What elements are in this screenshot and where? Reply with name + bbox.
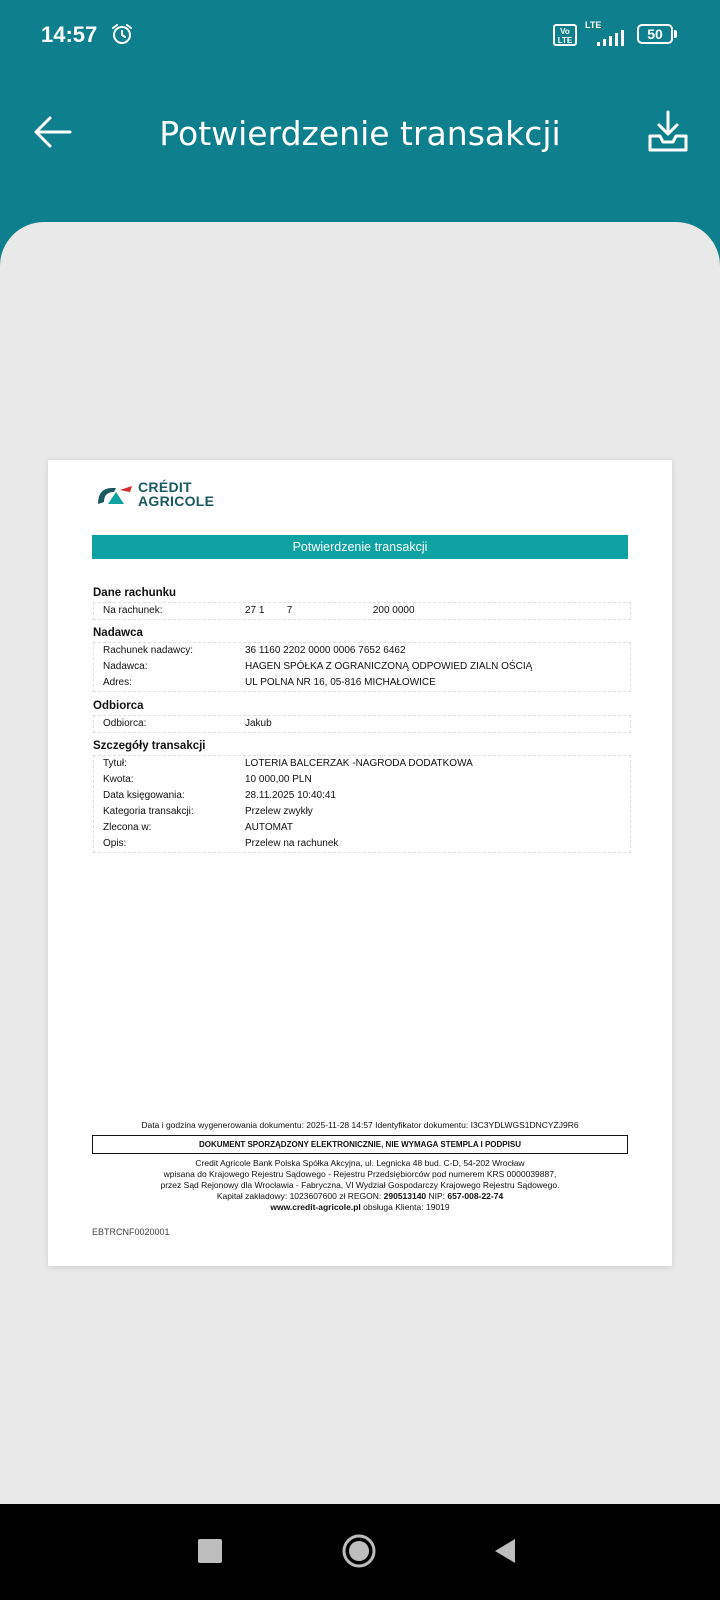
section-title: Odbiorca [93, 700, 144, 712]
table-row [94, 820, 630, 836]
row-value: 10 000,00 PLN [245, 774, 312, 785]
battery-level: 50 [637, 24, 673, 44]
row-value: LOTERIA BALCERZAK -NAGRODA DODATKOWA [245, 758, 473, 769]
table-row [94, 659, 630, 675]
table-row [94, 772, 630, 788]
section-title: Nadawca [93, 627, 143, 639]
footer-line: przez Sąd Rejonowy dla Wrocławia - Fabryczna, VI Wydział Gospodarczy Krajowego Rejestru Sądowego. [160, 1180, 560, 1190]
section-rows [93, 755, 631, 853]
battery-tip [674, 30, 677, 38]
footer-support: obsługa Klienta: 19019 [360, 1202, 450, 1212]
logo-text [138, 480, 214, 508]
footer-capital-label: Kapitał zakładowy: 1023607600 zł REGON: [216, 1191, 384, 1201]
network-label: LTE [585, 20, 602, 30]
table-row [94, 643, 630, 659]
row-key: Nadawca: [103, 661, 148, 672]
table-row [94, 675, 630, 691]
signal-icon [585, 20, 625, 48]
footer-regon: 290513140 [383, 1191, 427, 1201]
row-value: HAGEN SPÓŁKA Z OGRANICZONĄ ODPOWIED ZIALN OŚCIĄ [245, 661, 533, 672]
volte-label: Vo LTE [557, 27, 573, 45]
download-tray-icon[interactable] [646, 108, 690, 154]
section-title: Dane rachunku [93, 587, 177, 599]
row-key: Kategoria transakcji: [103, 806, 194, 817]
footer-website: www.credit-agricole.pl [270, 1202, 361, 1212]
row-key: Adres: [103, 677, 132, 688]
row-key: Data księgowania: [103, 790, 185, 801]
row-key: Na rachunek: [103, 605, 163, 616]
electronic-document-notice: DOKUMENT SPORZĄDZONY ELEKTRONICZNIE, NIE WYMAGA STEMPLA I PODPISU [92, 1135, 628, 1154]
row-key: Tytuł: [103, 758, 127, 769]
signal-bars-icon [597, 30, 625, 46]
app-bar [0, 100, 720, 164]
footer-line: Credit Agricole Bank Polska Spółka Akcyjna, ul. Legnicka 48 bud. C-D, 54-202 Wrocław [195, 1158, 525, 1168]
table-row [94, 804, 630, 820]
logo-line-1: CRÉDIT [138, 479, 192, 495]
row-value: 28.11.2025 10:40:41 [245, 790, 337, 801]
row-value: AUTOMAT [245, 822, 293, 833]
volte-icon [553, 24, 577, 46]
footer-capital-line [48, 1191, 672, 1202]
row-key: Zlecona w: [103, 822, 152, 833]
row-value: Przelew zwykły [245, 806, 313, 817]
section-rows [93, 602, 631, 620]
footer-nip: 657-008-22-74 [447, 1191, 504, 1201]
page-title: Potwierdzenie transakcji [159, 114, 561, 153]
status-time: 14:57 [41, 22, 98, 47]
row-value: UL POLNA NR 16, 05-816 MICHAŁOWICE [245, 677, 436, 688]
document-banner: Potwierdzenie transakcji [92, 535, 628, 559]
footer-line: wpisana do Krajowego Rejestru Sądowego - Rejestru Przedsiębiorców pod numerem KRS 0000039887, [163, 1169, 557, 1179]
status-bar [0, 18, 720, 54]
section-title: Szczegóły transakcji [93, 740, 206, 752]
row-value: Jakub [245, 718, 272, 729]
table-row [94, 716, 630, 732]
row-key: Rachunek nadawcy: [103, 645, 194, 656]
circle-icon[interactable] [341, 1533, 377, 1569]
alarm-clock-icon [110, 22, 134, 46]
row-key: Opis: [103, 838, 127, 849]
footer-contact-line [48, 1202, 672, 1213]
footer-nip-label: NIP: [426, 1191, 448, 1201]
logo-line-2: AGRICOLE [138, 493, 215, 509]
document-preview [48, 460, 672, 1266]
row-value: 36 1160 2202 0000 0006 7652 6462 [245, 645, 406, 656]
section-rows [93, 642, 631, 692]
table-row [94, 756, 630, 772]
row-value: 27 1 7 200 0000 [245, 605, 415, 616]
table-row [94, 788, 630, 804]
row-key: Odbiorca: [103, 718, 147, 729]
triangle-back-icon[interactable] [493, 1537, 517, 1565]
document-footer [48, 1158, 672, 1213]
section-rows [93, 715, 631, 733]
system-navigation-bar [0, 1504, 720, 1600]
document-code: EBTRCNF0020001 [92, 1227, 170, 1237]
table-row [94, 836, 630, 852]
table-row [94, 603, 630, 619]
row-value: Przelew na rachunek [245, 838, 339, 849]
battery-icon [637, 24, 677, 46]
square-icon[interactable] [198, 1539, 222, 1563]
row-key: Kwota: [103, 774, 134, 785]
generated-info: Data i godzina wygenerowania dokumentu: 2025-11-28 14:57 Identyfikator dokumentu: I3C3YDLWGS1DNCYZJ9R6 [141, 1120, 579, 1130]
